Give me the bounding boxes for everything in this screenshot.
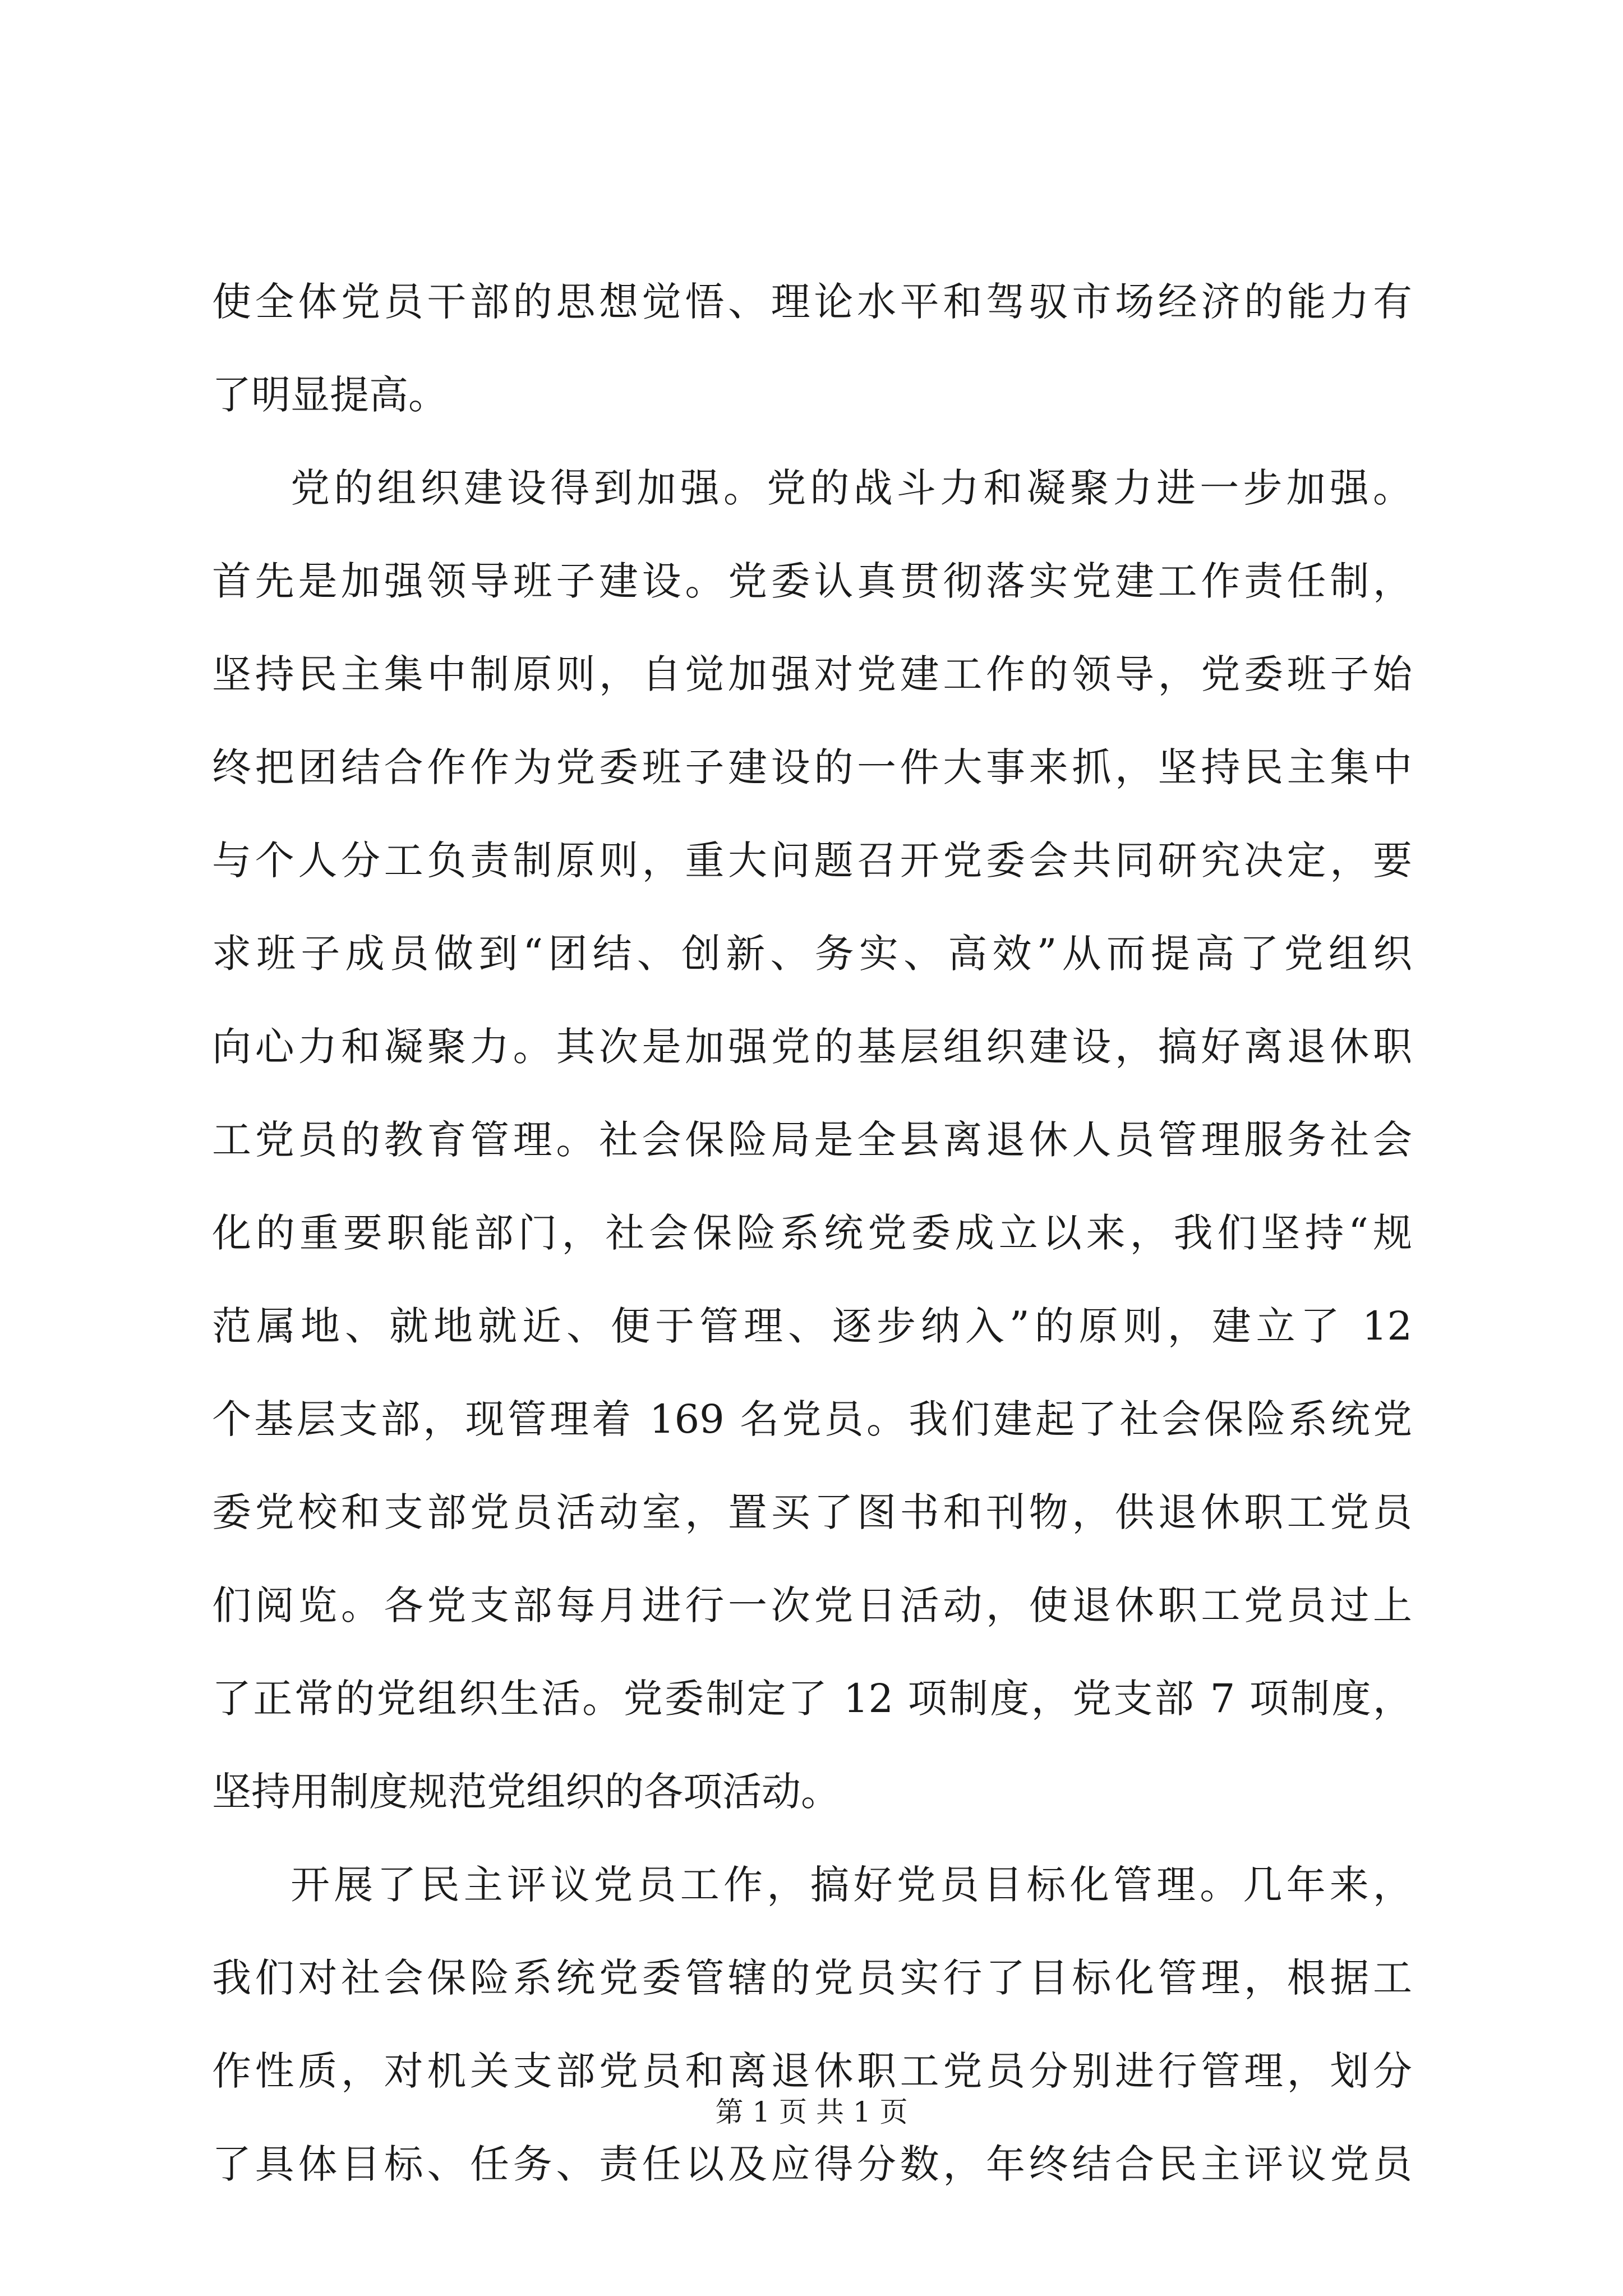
text-line: 与个人分工负责制原则，重大问题召开党委会共同研究决定，要 <box>212 838 1412 884</box>
document-body <box>212 255 1412 2211</box>
text-line: 们阅览。各党支部每月进行一次党日活动，使退休职工党员过上 <box>212 1582 1412 1628</box>
text-line: 首先是加强领导班子建设。党委认真贯彻落实党建工作责任制， <box>212 558 1412 604</box>
text-line: 范属地、就地就近、便于管理、逐步纳入”的原则，建立了 12 <box>212 1303 1412 1349</box>
text-line: 个基层支部，现管理着 169 名党员。我们建起了社会保险系统党 <box>212 1396 1412 1442</box>
text-line: 终把团结合作作为党委班子建设的一件大事来抓，坚持民主集中 <box>212 744 1412 790</box>
text-line: 了具体目标、任务、责任以及应得分数，年终结合民主评议党员 <box>212 2141 1412 2187</box>
text-line: 坚持民主集中制原则，自觉加强对党建工作的领导，党委班子始 <box>212 651 1412 697</box>
text-line: 作性质，对机关支部党员和离退休职工党员分别进行管理，划分 <box>212 2048 1412 2094</box>
text-line: 向心力和凝聚力。其次是加强党的基层组织建设，搞好离退休职 <box>212 1024 1412 1070</box>
text-line: 了明显提高。 <box>212 372 448 418</box>
paragraph-3 <box>212 1838 1412 2211</box>
text-line: 了正常的党组织生活。党委制定了 12 项制度，党支部 7 项制度， <box>212 1676 1412 1722</box>
text-line: 使全体党员干部的思想觉悟、理论水平和驾驭市场经济的能力有 <box>212 279 1412 325</box>
text-line: 开展了民主评议党员工作，搞好党员目标化管理。几年来， <box>291 1862 1412 1908</box>
text-line: 坚持用制度规范党组织的各项活动。 <box>212 1769 840 1815</box>
paragraph-2 <box>212 441 1412 1838</box>
text-line: 党的组织建设得到加强。党的战斗力和凝聚力进一步加强。 <box>291 465 1412 511</box>
text-line: 工党员的教育管理。社会保险局是全县离退休人员管理服务社会 <box>212 1117 1412 1163</box>
text-line: 我们对社会保险系统党委管辖的党员实行了目标化管理，根据工 <box>212 1955 1412 2001</box>
text-line: 委党校和支部党员活动室，置买了图书和刊物，供退休职工党员 <box>212 1489 1412 1535</box>
text-line: 化的重要职能部门，社会保险系统党委成立以来，我们坚持“规 <box>212 1210 1412 1256</box>
page-number-footer: 第 1 页 共 1 页 <box>715 2096 908 2128</box>
paragraph-1 <box>212 255 1412 441</box>
text-line: 求班子成员做到“团结、创新、务实、高效”从而提高了党组织 <box>212 931 1412 977</box>
